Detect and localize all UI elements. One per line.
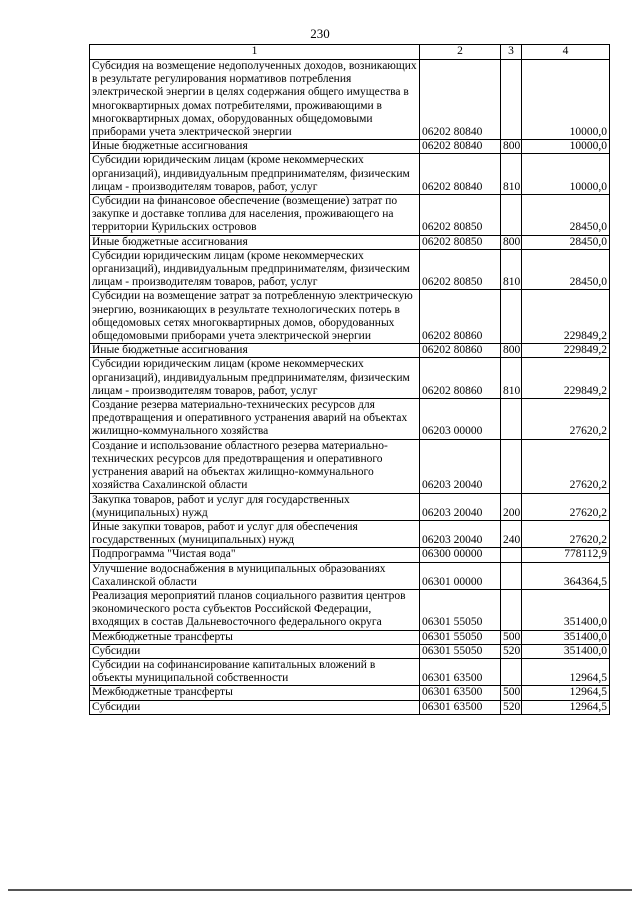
row-code: 06301 55050 — [420, 630, 501, 644]
table-row — [90, 630, 610, 644]
scan-bottom-edge — [8, 889, 632, 891]
row-name: Межбюджетные трансферты — [90, 630, 420, 644]
row-name: Иные бюджетные ассигнования — [90, 235, 420, 249]
row-name: Субсидии юридическим лицам (кроме некоммерческих организаций), индивидуальным предпринимателям, физическим лицам - производителям товаров, работ, услуг — [90, 249, 420, 290]
row-name: Субсидии юридическим лицам (кроме некоммерческих организаций), индивидуальным предпринимателям, физическим лицам - производителям товаров, работ, услуг — [90, 154, 420, 195]
table-row — [90, 399, 610, 440]
row-name: Субсидии на софинансирование капитальных вложений в объекты муниципальной собственности — [90, 658, 420, 685]
row-kind: 810 — [501, 249, 522, 290]
row-code: 06301 55050 — [420, 644, 501, 658]
table-row — [90, 439, 610, 493]
row-sum: 10000,0 — [522, 154, 610, 195]
row-sum: 10000,0 — [522, 140, 610, 154]
row-sum: 12964,5 — [522, 658, 610, 685]
row-sum: 351400,0 — [522, 644, 610, 658]
table-row — [90, 358, 610, 399]
row-kind — [501, 548, 522, 562]
header-row — [90, 45, 610, 60]
page-number: 230 — [310, 26, 330, 41]
row-kind: 810 — [501, 358, 522, 399]
table-row — [90, 235, 610, 249]
row-name: Субсидии юридическим лицам (кроме некоммерческих организаций), индивидуальным предпринимателям, физическим лицам - производителям товаров, работ, услуг — [90, 358, 420, 399]
row-sum: 229849,2 — [522, 344, 610, 358]
table-row — [90, 686, 610, 700]
row-sum: 28450,0 — [522, 195, 610, 236]
row-name: Создание резерва материально-технических ресурсов для предотвращения и оперативного устранения аварий на объектах жилищно-коммунального хозяйства — [90, 399, 420, 440]
row-code: 06202 80850 — [420, 235, 501, 249]
row-code: 06203 20040 — [420, 439, 501, 493]
table-row — [90, 344, 610, 358]
row-kind — [501, 195, 522, 236]
table-row — [90, 548, 610, 562]
row-kind — [501, 60, 522, 140]
table-row — [90, 140, 610, 154]
row-sum: 778112,9 — [522, 548, 610, 562]
table-row — [90, 658, 610, 685]
table-row — [90, 589, 610, 630]
row-code: 06301 63500 — [420, 686, 501, 700]
table-row — [90, 700, 610, 714]
row-sum: 12964,5 — [522, 686, 610, 700]
row-kind: 500 — [501, 630, 522, 644]
row-sum: 27620,2 — [522, 439, 610, 493]
row-sum: 27620,2 — [522, 399, 610, 440]
row-code: 06301 63500 — [420, 700, 501, 714]
table-row — [90, 195, 610, 236]
row-kind — [501, 658, 522, 685]
row-kind — [501, 562, 522, 589]
row-name: Субсидии на возмещение затрат за потребленную электрическую энергию, возникающих в результате технологических потерь в общедомовых сетях многоквартирных домов, оборудованных общедомовыми приборами учета электрической энергии — [90, 290, 420, 344]
table-row — [90, 493, 610, 520]
table-row — [90, 60, 610, 140]
row-name: Межбюджетные трансферты — [90, 686, 420, 700]
row-sum: 229849,2 — [522, 358, 610, 399]
row-code: 06203 20040 — [420, 520, 501, 547]
table-row — [90, 154, 610, 195]
row-sum: 28450,0 — [522, 235, 610, 249]
table-row — [90, 644, 610, 658]
row-sum: 12964,5 — [522, 700, 610, 714]
row-kind: 800 — [501, 140, 522, 154]
row-kind — [501, 439, 522, 493]
row-kind: 520 — [501, 700, 522, 714]
row-kind: 800 — [501, 344, 522, 358]
row-kind — [501, 399, 522, 440]
row-kind: 240 — [501, 520, 522, 547]
row-name: Иные закупки товаров, работ и услуг для обеспечения государственных (муниципальных) нужд — [90, 520, 420, 547]
row-code: 06202 80850 — [420, 195, 501, 236]
row-kind: 500 — [501, 686, 522, 700]
column-header-2: 2 — [420, 45, 501, 60]
row-sum: 28450,0 — [522, 249, 610, 290]
row-name: Улучшение водоснабжения в муниципальных образованиях Сахалинской области — [90, 562, 420, 589]
table-row — [90, 290, 610, 344]
row-sum: 27620,2 — [522, 520, 610, 547]
row-sum: 10000,0 — [522, 60, 610, 140]
table-row — [90, 562, 610, 589]
row-sum: 351400,0 — [522, 630, 610, 644]
row-sum: 351400,0 — [522, 589, 610, 630]
row-name: Подпрограмма "Чистая вода" — [90, 548, 420, 562]
row-name: Субсидии — [90, 644, 420, 658]
row-code: 06203 00000 — [420, 399, 501, 440]
row-name: Субсидия на возмещение недополученных доходов, возникающих в результате регулирования нормативов потребления электрической энергии в целях содержания общего имущества в многоквартирных домах потребителями, проживающими в многоквартирных домах, оборудованных общедомовыми приборами учета электрической энергии — [90, 60, 420, 140]
row-name: Закупка товаров, работ и услуг для государственных (муниципальных) нужд — [90, 493, 420, 520]
row-code: 06202 80850 — [420, 249, 501, 290]
row-sum: 229849,2 — [522, 290, 610, 344]
row-kind: 520 — [501, 644, 522, 658]
row-code: 06301 00000 — [420, 562, 501, 589]
table-row — [90, 520, 610, 547]
row-kind: 200 — [501, 493, 522, 520]
row-code: 06203 20040 — [420, 493, 501, 520]
column-header-1: 1 — [90, 45, 420, 60]
row-name: Иные бюджетные ассигнования — [90, 344, 420, 358]
row-sum: 364364,5 — [522, 562, 610, 589]
row-code: 06202 80840 — [420, 60, 501, 140]
row-code: 06202 80860 — [420, 358, 501, 399]
row-name: Субсидии — [90, 700, 420, 714]
row-name: Реализация мероприятий планов социального развития центров экономического роста субъектов Российской Федерации, входящих в состав Дальневосточного федерального округа — [90, 589, 420, 630]
row-sum: 27620,2 — [522, 493, 610, 520]
row-kind: 810 — [501, 154, 522, 195]
column-header-3: 3 — [501, 45, 522, 60]
row-code: 06202 80840 — [420, 154, 501, 195]
row-name: Субсидии на финансовое обеспечение (возмещение) затрат по закупке и доставке топлива для населения, проживающего на территории Курильских островов — [90, 195, 420, 236]
row-kind — [501, 589, 522, 630]
row-code: 06300 00000 — [420, 548, 501, 562]
budget-table — [89, 44, 610, 715]
row-kind: 800 — [501, 235, 522, 249]
row-name: Создание и использование областного резерва материально-технических ресурсов для предотвращения и оперативного устранения аварий на объектах жилищно-коммунального хозяйства Сахалинской области — [90, 439, 420, 493]
row-code: 06202 80840 — [420, 140, 501, 154]
row-code: 06301 63500 — [420, 658, 501, 685]
row-code: 06301 55050 — [420, 589, 501, 630]
row-kind — [501, 290, 522, 344]
row-name: Иные бюджетные ассигнования — [90, 140, 420, 154]
row-code: 06202 80860 — [420, 290, 501, 344]
column-header-4: 4 — [522, 45, 610, 60]
row-code: 06202 80860 — [420, 344, 501, 358]
table-row — [90, 249, 610, 290]
